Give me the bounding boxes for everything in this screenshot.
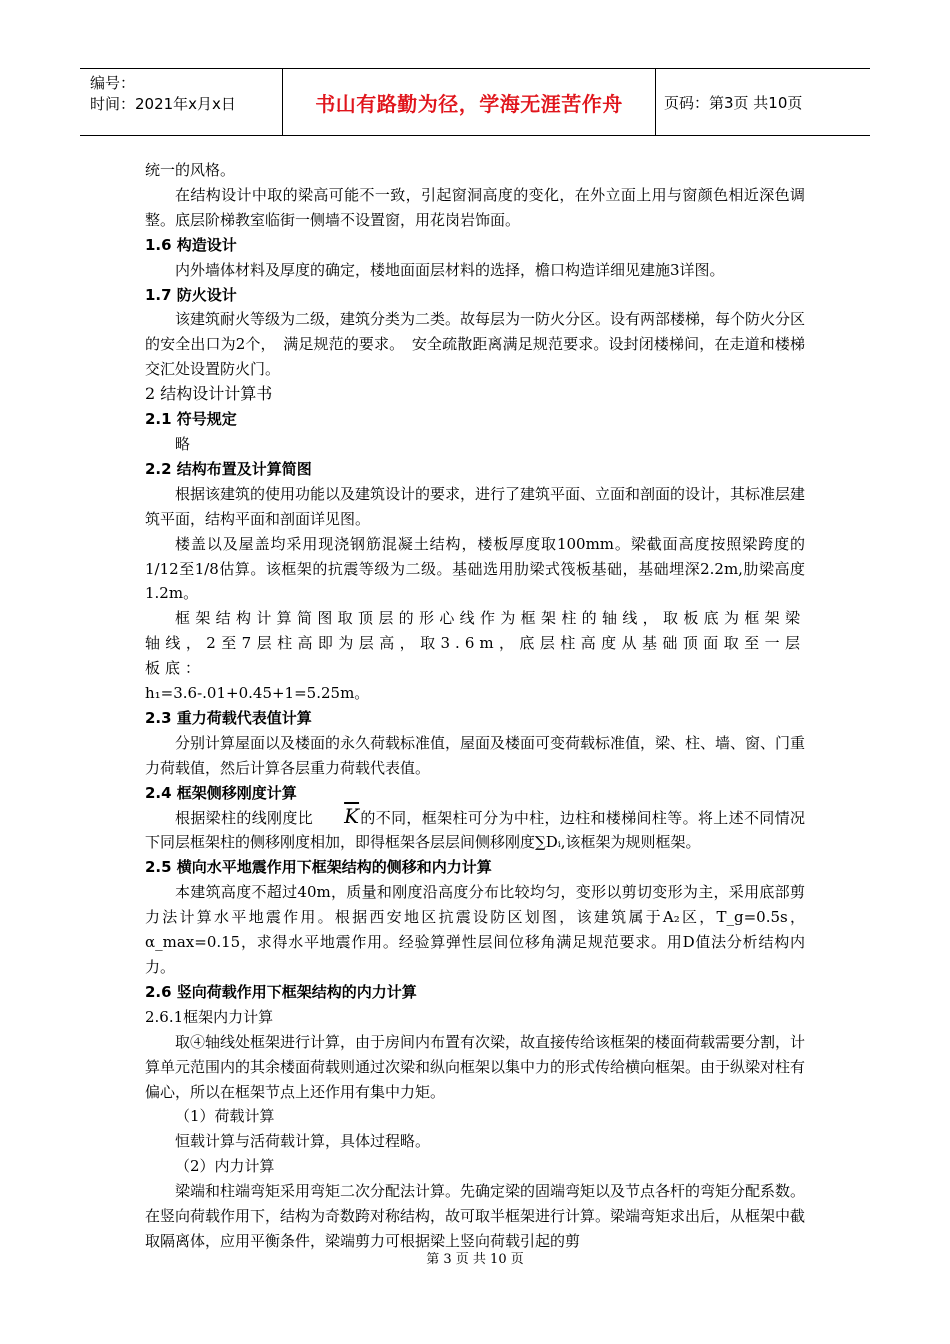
- document-date: 时间：2021年x月x日: [90, 95, 236, 113]
- stiffness-ratio-symbol: $\overline{K}$: [344, 803, 360, 828]
- paragraph: 恒载计算与活荷载计算，具体过程略。: [175, 1132, 431, 1151]
- subsection-heading: 2.6.1框架内力计算: [145, 1007, 274, 1026]
- formula-line: h₁=3.6-.01+0.45+1=5.25m。: [145, 684, 370, 703]
- paragraph: 根据该建筑的使用功能以及建筑设计的要求，进行了建筑平面、立面和剖面的设计，其标准层建筑平面，结构平面和剖面详见图。: [145, 484, 806, 528]
- document-code-label: 编号：: [90, 74, 136, 92]
- chapter-heading: 2 结构设计计算书: [145, 384, 273, 404]
- paragraph: 该建筑耐火等级为二级，建筑分类为二类。故每层为一防火分区。设有两部楼梯，每个防火分区的安全出口为2个， 满足规范的要求。 安全疏散距离满足规范要求。设封闭楼梯间，在走道和楼梯交汇处设置防火门。: [145, 310, 806, 379]
- section-heading: 2.6 竖向荷载作用下框架结构的内力计算: [145, 982, 417, 1001]
- section-heading: 2.3 重力荷载代表值计算: [145, 708, 312, 727]
- paragraph: 框架结构计算简图取顶层的形心线作为框架柱的轴线，取板底为框架梁轴线，2至7层柱高即为层高，取3.6m，底层柱高度从基础顶面取至一层板底：: [145, 609, 805, 678]
- paragraph: [145, 803, 805, 856]
- paragraph: 在结构设计中取的梁高可能不一致，引起窗洞高度的变化，在外立面上用与窗颜色相近深色调整。底层阶梯教室临街一侧墙不设置窗，用花岗岩饰面。: [145, 185, 805, 229]
- paragraph: 取④轴线处框架进行计算，由于房间内布置有次梁，故直接传给该框架的楼面荷载需要分割，计算单元范围内的其余楼面荷载则通过次梁和纵向框架以集中力的形式传给横向框架。由于纵梁对柱有偏心，所以在框架节点上还作用有集中力矩。: [145, 1032, 806, 1101]
- paragraph: 楼盖以及屋盖均采用现浇钢筋混凝土结构，楼板厚度取100mm。梁截面高度按照梁跨度的1/12至1/8估算。该框架的抗震等级为二级。基础选用肋梁式筏板基础，基础埋深2.2m,肋梁高度1.2m。: [145, 534, 805, 603]
- paragraph: 内外墙体材料及厚度的确定，楼地面面层材料的选择，檐口构造详细见建施3详图。: [175, 260, 725, 279]
- subheading: （2）内力计算: [175, 1157, 275, 1176]
- page-footer: 第 3 页 共 10 页: [426, 1252, 524, 1267]
- section-heading: 1.7 防火设计: [145, 285, 237, 304]
- page-header: [80, 68, 870, 136]
- section-heading: 2.2 结构布置及计算简图: [145, 459, 312, 478]
- header-motto: 书山有路勤为径，学海无涯苦作舟: [282, 69, 656, 135]
- section-heading: 2.5 横向水平地震作用下框架结构的侧移和内力计算: [145, 858, 492, 877]
- paragraph-text: 的不同，框架柱可分为中柱，边柱和楼梯间柱等。将上述不同情况下同层框架柱的侧移刚度相加，即得框架各层层间侧移刚度∑Dᵢ,该框架为规则框架。: [145, 808, 805, 852]
- header-left-cell: [80, 69, 282, 135]
- paragraph: 本建筑高度不超过40m，质量和刚度沿高度分布比较均匀，变形以剪切变形为主，采用底部剪力法计算水平地震作用。根据西安地区抗震设防区划图，该建筑属于A₂区，T_g=0.5s，α_max=0.15，求得水平地震作用。经验算弹性层间位移角满足规范要求。用D值法分析结构内力。: [145, 883, 805, 976]
- paragraph: 分别计算屋面以及楼面的永久荷载标准值，屋面及楼面可变荷载标准值，梁、柱、墙、窗、门重力荷载值，然后计算各层重力荷载代表值。: [145, 733, 806, 777]
- paragraph-text: 根据梁柱的线刚度比: [175, 808, 314, 827]
- section-heading: 1.6 构造设计: [145, 235, 237, 254]
- header-page-info: 页码：第3页 共10页: [664, 93, 803, 112]
- document-body: [145, 158, 805, 1254]
- paragraph: 统一的风格。: [145, 161, 236, 179]
- paragraph: 梁端和柱端弯矩采用弯矩二次分配法计算。先确定梁的固端弯矩以及节点各杆的弯矩分配系数。在竖向荷载作用下，结构为奇数跨对称结构，故可取半框架进行计算。梁端弯矩求出后，从框架中截取隔离体，应用平衡条件，梁端剪力可根据梁上竖向荷载引起的剪: [145, 1182, 806, 1250]
- paragraph: 略: [175, 434, 191, 453]
- section-heading: 2.4 框架侧移刚度计算: [145, 783, 297, 802]
- subheading: （1）荷载计算: [175, 1107, 275, 1126]
- section-heading: 2.1 符号规定: [145, 410, 237, 429]
